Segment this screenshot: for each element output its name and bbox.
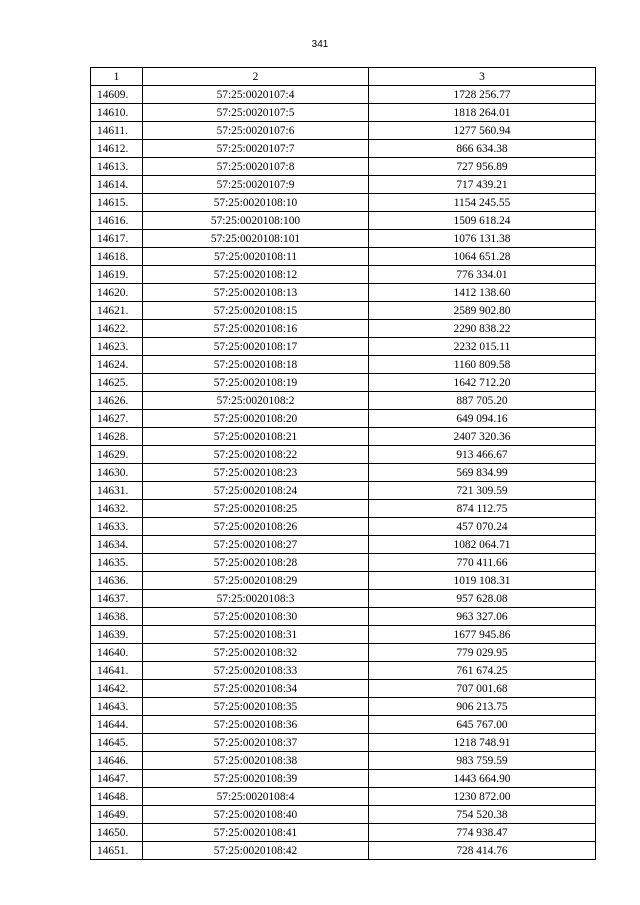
value-cell: 707 001.68 (369, 680, 596, 698)
table-row (91, 590, 596, 608)
table-row (91, 662, 596, 680)
value-cell: 649 094.16 (369, 410, 596, 428)
cadastral-number-cell: 57:25:0020108:20 (143, 410, 369, 428)
table-row (91, 140, 596, 158)
row-number-cell: 14648. (91, 788, 143, 806)
value-cell: 1064 651.28 (369, 248, 596, 266)
value-cell: 569 834.99 (369, 464, 596, 482)
value-cell: 721 309.59 (369, 482, 596, 500)
cadastral-number-cell: 57:25:0020107:4 (143, 86, 369, 104)
table-row (91, 572, 596, 590)
cadastral-number-cell: 57:25:0020108:17 (143, 338, 369, 356)
value-cell: 1728 256.77 (369, 86, 596, 104)
cadastral-number-cell: 57:25:0020108:29 (143, 572, 369, 590)
cadastral-number-cell: 57:25:0020108:27 (143, 536, 369, 554)
value-cell: 770 411.66 (369, 554, 596, 572)
value-cell: 1154 245.55 (369, 194, 596, 212)
row-number-cell: 14651. (91, 842, 143, 860)
table-row (91, 788, 596, 806)
value-cell: 779 029.95 (369, 644, 596, 662)
value-cell: 774 938.47 (369, 824, 596, 842)
table-row (91, 266, 596, 284)
row-number-cell: 14625. (91, 374, 143, 392)
table-body (91, 86, 596, 860)
cadastral-number-cell: 57:25:0020108:4 (143, 788, 369, 806)
table-row (91, 842, 596, 860)
row-number-cell: 14630. (91, 464, 143, 482)
table-row (91, 554, 596, 572)
row-number-cell: 14650. (91, 824, 143, 842)
cadastral-number-cell: 57:25:0020108:16 (143, 320, 369, 338)
value-cell: 1277 560.94 (369, 122, 596, 140)
row-number-cell: 14624. (91, 356, 143, 374)
cadastral-number-cell: 57:25:0020107:5 (143, 104, 369, 122)
cadastral-number-cell: 57:25:0020108:21 (143, 428, 369, 446)
value-cell: 983 759.59 (369, 752, 596, 770)
cadastral-number-cell: 57:25:0020108:15 (143, 302, 369, 320)
row-number-cell: 14637. (91, 590, 143, 608)
row-number-cell: 14620. (91, 284, 143, 302)
table-row (91, 608, 596, 626)
row-number-cell: 14612. (91, 140, 143, 158)
value-cell: 754 520.38 (369, 806, 596, 824)
row-number-cell: 14609. (91, 86, 143, 104)
table-row (91, 320, 596, 338)
cadastral-number-cell: 57:25:0020108:32 (143, 644, 369, 662)
column-header-2: 2 (143, 68, 369, 86)
cadastral-number-cell: 57:25:0020107:7 (143, 140, 369, 158)
table-row (91, 770, 596, 788)
cadastral-number-cell: 57:25:0020108:101 (143, 230, 369, 248)
cadastral-number-cell: 57:25:0020108:12 (143, 266, 369, 284)
row-number-cell: 14633. (91, 518, 143, 536)
table-row (91, 284, 596, 302)
table-row (91, 86, 596, 104)
cadastral-number-cell: 57:25:0020108:33 (143, 662, 369, 680)
row-number-cell: 14643. (91, 698, 143, 716)
cadastral-number-cell: 57:25:0020108:34 (143, 680, 369, 698)
value-cell: 2407 320.36 (369, 428, 596, 446)
cadastral-number-cell: 57:25:0020108:35 (143, 698, 369, 716)
value-cell: 1160 809.58 (369, 356, 596, 374)
value-cell: 2589 902.80 (369, 302, 596, 320)
cadastral-number-cell: 57:25:0020108:19 (143, 374, 369, 392)
row-number-cell: 14642. (91, 680, 143, 698)
row-number-cell: 14626. (91, 392, 143, 410)
table-header-row (91, 68, 596, 86)
cadastral-number-cell: 57:25:0020107:8 (143, 158, 369, 176)
cadastral-number-cell: 57:25:0020108:24 (143, 482, 369, 500)
table-row (91, 752, 596, 770)
table-row (91, 734, 596, 752)
cadastral-number-cell: 57:25:0020108:30 (143, 608, 369, 626)
value-cell: 913 466.67 (369, 446, 596, 464)
table-row (91, 212, 596, 230)
row-number-cell: 14649. (91, 806, 143, 824)
value-cell: 1677 945.86 (369, 626, 596, 644)
row-number-cell: 14616. (91, 212, 143, 230)
value-cell: 761 674.25 (369, 662, 596, 680)
table-row (91, 500, 596, 518)
value-cell: 2232 015.11 (369, 338, 596, 356)
value-cell: 957 628.08 (369, 590, 596, 608)
table-row (91, 230, 596, 248)
value-cell: 645 767.00 (369, 716, 596, 734)
cadastral-number-cell: 57:25:0020108:38 (143, 752, 369, 770)
row-number-cell: 14645. (91, 734, 143, 752)
row-number-cell: 14647. (91, 770, 143, 788)
row-number-cell: 14638. (91, 608, 143, 626)
value-cell: 776 334.01 (369, 266, 596, 284)
cadastral-number-cell: 57:25:0020108:22 (143, 446, 369, 464)
row-number-cell: 14639. (91, 626, 143, 644)
cadastral-number-cell: 57:25:0020107:6 (143, 122, 369, 140)
value-cell: 874 112.75 (369, 500, 596, 518)
row-number-cell: 14631. (91, 482, 143, 500)
cadastral-number-cell: 57:25:0020108:26 (143, 518, 369, 536)
row-number-cell: 14621. (91, 302, 143, 320)
value-cell: 866 634.38 (369, 140, 596, 158)
cadastral-number-cell: 57:25:0020108:36 (143, 716, 369, 734)
cadastral-number-cell: 57:25:0020108:10 (143, 194, 369, 212)
row-number-cell: 14632. (91, 500, 143, 518)
table-row (91, 356, 596, 374)
value-cell: 1082 064.71 (369, 536, 596, 554)
table-row (91, 626, 596, 644)
row-number-cell: 14640. (91, 644, 143, 662)
value-cell: 1019 108.31 (369, 572, 596, 590)
row-number-cell: 14611. (91, 122, 143, 140)
cadastral-number-cell: 57:25:0020108:39 (143, 770, 369, 788)
page-number: 341 (311, 39, 329, 50)
value-cell: 1818 264.01 (369, 104, 596, 122)
value-cell: 1412 138.60 (369, 284, 596, 302)
table-row (91, 302, 596, 320)
value-cell: 2290 838.22 (369, 320, 596, 338)
cadastral-number-cell: 57:25:0020108:18 (143, 356, 369, 374)
value-cell: 1218 748.91 (369, 734, 596, 752)
cadastral-number-cell: 57:25:0020108:3 (143, 590, 369, 608)
table-row (91, 680, 596, 698)
table-row (91, 644, 596, 662)
table-row (91, 104, 596, 122)
cadastral-number-cell: 57:25:0020108:11 (143, 248, 369, 266)
row-number-cell: 14627. (91, 410, 143, 428)
table-row (91, 392, 596, 410)
table-row (91, 248, 596, 266)
value-cell: 1230 872.00 (369, 788, 596, 806)
cadastral-number-cell: 57:25:0020108:23 (143, 464, 369, 482)
row-number-cell: 14634. (91, 536, 143, 554)
value-cell: 1509 618.24 (369, 212, 596, 230)
table-row (91, 518, 596, 536)
value-cell: 887 705.20 (369, 392, 596, 410)
table-row (91, 428, 596, 446)
value-cell: 457 070.24 (369, 518, 596, 536)
cadastral-number-cell: 57:25:0020108:25 (143, 500, 369, 518)
row-number-cell: 14622. (91, 320, 143, 338)
value-cell: 1076 131.38 (369, 230, 596, 248)
row-number-cell: 14644. (91, 716, 143, 734)
row-number-cell: 14617. (91, 230, 143, 248)
row-number-cell: 14614. (91, 176, 143, 194)
row-number-cell: 14636. (91, 572, 143, 590)
cadastral-number-cell: 57:25:0020108:28 (143, 554, 369, 572)
column-header-1: 1 (91, 68, 143, 86)
table-row (91, 536, 596, 554)
value-cell: 906 213.75 (369, 698, 596, 716)
row-number-cell: 14629. (91, 446, 143, 464)
cadastral-number-cell: 57:25:0020108:42 (143, 842, 369, 860)
row-number-cell: 14619. (91, 266, 143, 284)
table-row (91, 158, 596, 176)
cadastral-number-cell: 57:25:0020108:2 (143, 392, 369, 410)
cadastral-number-cell: 57:25:0020108:41 (143, 824, 369, 842)
row-number-cell: 14615. (91, 194, 143, 212)
table-row (91, 374, 596, 392)
cadastral-number-cell: 57:25:0020108:13 (143, 284, 369, 302)
table-row (91, 716, 596, 734)
table-row (91, 338, 596, 356)
value-cell: 717 439.21 (369, 176, 596, 194)
cadastral-number-cell: 57:25:0020108:100 (143, 212, 369, 230)
value-cell: 728 414.76 (369, 842, 596, 860)
table-row (91, 698, 596, 716)
cadastral-number-cell: 57:25:0020108:31 (143, 626, 369, 644)
row-number-cell: 14613. (91, 158, 143, 176)
value-cell: 963 327.06 (369, 608, 596, 626)
table-row (91, 464, 596, 482)
table-row (91, 824, 596, 842)
table-row (91, 410, 596, 428)
table-row (91, 446, 596, 464)
row-number-cell: 14623. (91, 338, 143, 356)
row-number-cell: 14618. (91, 248, 143, 266)
table-row (91, 806, 596, 824)
cadastral-value-table (90, 67, 596, 860)
value-cell: 727 956.89 (369, 158, 596, 176)
column-header-3: 3 (369, 68, 596, 86)
value-cell: 1443 664.90 (369, 770, 596, 788)
value-cell: 1642 712.20 (369, 374, 596, 392)
row-number-cell: 14635. (91, 554, 143, 572)
table-row (91, 482, 596, 500)
cadastral-number-cell: 57:25:0020108:40 (143, 806, 369, 824)
row-number-cell: 14610. (91, 104, 143, 122)
row-number-cell: 14646. (91, 752, 143, 770)
cadastral-number-cell: 57:25:0020108:37 (143, 734, 369, 752)
table-row (91, 194, 596, 212)
row-number-cell: 14641. (91, 662, 143, 680)
row-number-cell: 14628. (91, 428, 143, 446)
cadastral-number-cell: 57:25:0020107:9 (143, 176, 369, 194)
table-row (91, 122, 596, 140)
table-row (91, 176, 596, 194)
